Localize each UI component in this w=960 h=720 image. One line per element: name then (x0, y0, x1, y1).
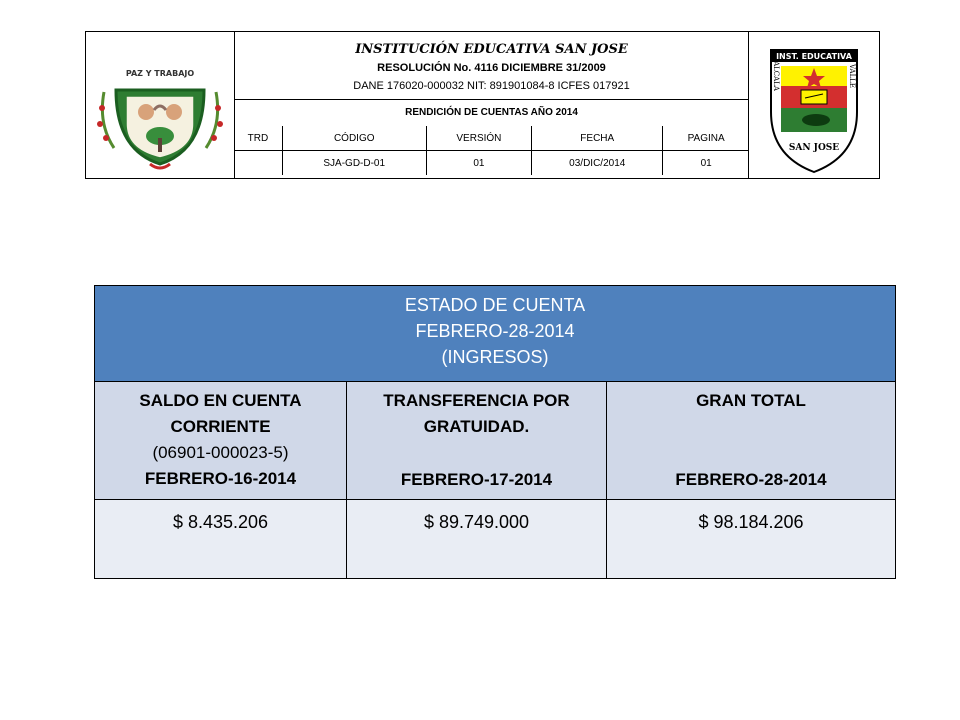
val-codigo: SJA-GD-D-01 (282, 151, 426, 176)
codes-header-row (234, 126, 749, 151)
coat-of-arms-icon (86, 32, 234, 178)
statement-title-row (95, 286, 896, 382)
motto-text: PAZ Y TRABAJO (125, 69, 195, 78)
transfer-value: $ 89.749.000 (347, 500, 607, 579)
right-logo-cell (748, 32, 879, 178)
shield-left-text: ALCALA (772, 61, 780, 91)
left-logo-cell (86, 32, 235, 178)
report-title: RENDICIÓN DE CUENTAS AÑO 2014 (405, 107, 578, 118)
statement-date: FEBRERO-28-2014 (415, 321, 575, 341)
dane-nit-icfes-line: DANE 176020-000032 NIT: 891901084-8 ICFES 017921 (353, 80, 630, 92)
statement-title: ESTADO DE CUENTA (404, 295, 586, 315)
balance-value: $ 8.435.206 (95, 500, 347, 579)
col-codigo: CÓDIGO (282, 126, 426, 151)
col-version: VERSIÓN (426, 126, 532, 151)
col-trd: TRD (234, 126, 282, 151)
val-trd (234, 151, 282, 176)
shield-bottom-text: SAN JOSE (788, 143, 840, 153)
statement-title-cell (95, 286, 896, 382)
document-codes-table (234, 126, 749, 175)
resolution-line: RESOLUCIÓN No. 4116 DICIEMBRE 31/2009 (377, 62, 606, 74)
account-statement-table (94, 285, 896, 579)
val-version: 01 (426, 151, 532, 176)
divider (234, 99, 749, 100)
total-heading: GRAN TOTAL (696, 391, 806, 410)
account-number: (06901-000023-5) (152, 443, 289, 462)
total-header-cell (607, 382, 896, 500)
col-fecha: FECHA (532, 126, 663, 151)
codes-value-row (234, 151, 749, 176)
val-fecha: 03/DIC/2014 (532, 151, 663, 176)
shield-top-text: INST. EDUCATIVA (776, 52, 852, 61)
transfer-heading-2: GRATUIDAD. (423, 417, 530, 436)
document-header (85, 31, 880, 179)
school-shield-icon (749, 32, 879, 178)
balance-heading-2: CORRIENTE (170, 417, 271, 436)
val-pagina: 01 (663, 151, 749, 176)
total-date: FEBRERO-28-2014 (675, 470, 827, 489)
col-pagina: PAGINA (663, 126, 749, 151)
balance-heading-1: SALDO EN CUENTA (139, 391, 302, 410)
transfer-date: FEBRERO-17-2014 (400, 470, 553, 489)
transfer-heading-1: TRANSFERENCIA POR (383, 391, 570, 410)
values-row (95, 500, 896, 579)
column-header-row (95, 382, 896, 500)
balance-header-cell (95, 382, 347, 500)
shield-right-text: VALLE (848, 63, 856, 89)
statement-type: (INGRESOS) (441, 347, 549, 367)
institution-name: INSTITUCIÓN EDUCATIVA SAN JOSE (355, 42, 628, 57)
header-center (234, 32, 749, 178)
transfer-header-cell (347, 382, 607, 500)
balance-date: FEBRERO-16-2014 (144, 469, 297, 488)
total-value: $ 98.184.206 (607, 500, 896, 579)
